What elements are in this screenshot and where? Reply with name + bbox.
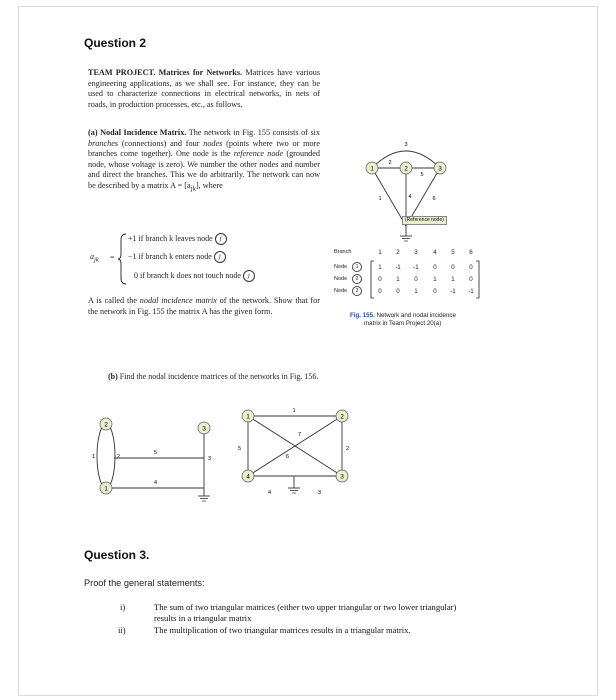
matrix-row-node-icon: 3 bbox=[352, 286, 362, 296]
definition-case-1: +1 if branch k leaves node j bbox=[128, 233, 227, 245]
matrix-cell: 1 bbox=[414, 287, 418, 295]
fig155-node-1-label: 1 bbox=[370, 165, 374, 173]
definition-lhs: $a_{jk}$ bbox=[90, 252, 99, 264]
fig155-branch-label-3: 3 bbox=[404, 142, 408, 148]
question-2-title: Question 2 bbox=[84, 36, 147, 50]
part-a-matrix-close: ], where bbox=[195, 180, 223, 190]
fig155-branch-label-6: 6 bbox=[432, 196, 436, 202]
matrix-cell: 0 bbox=[414, 275, 418, 283]
fig156-right-branch-label-1: 1 bbox=[292, 408, 296, 414]
fig156-right-branch-label-6: 6 bbox=[286, 454, 290, 460]
matrix-col-header: 1 bbox=[378, 249, 382, 256]
fig156-left-node-1-label: 1 bbox=[104, 485, 108, 493]
fig155-network-diagram bbox=[360, 140, 460, 246]
fig156-left-branch-label-4: 4 bbox=[154, 480, 158, 486]
matrix-cell: 0 bbox=[433, 287, 437, 295]
intro-text: Matrices have various engineering applications, as we shall see. For instance, they can be used to characterize connections in electrical networks, in nets of roads, in production processes, etc., as follows. bbox=[88, 68, 321, 109]
incidence-definition bbox=[88, 232, 328, 286]
fig155-node-2-label: 2 bbox=[404, 165, 408, 173]
fig156-right-branch-label-3: 3 bbox=[318, 490, 322, 496]
matrix-row-node-icon: 2 bbox=[352, 274, 362, 284]
fig155-caption: Fig. 155. Network and nodal incidence matrix in Team Project 20(a) bbox=[350, 312, 456, 327]
statement-number: ii) bbox=[118, 625, 126, 635]
fig156-left-branch-label-1: 1 bbox=[92, 454, 96, 460]
part-a-text-4: (grounded node, whose voltage is zero). We number the other nodes and number and direct the branches. This we do arbitrarily. The network can now be described by a matrix bbox=[88, 149, 320, 190]
part-a-text-2: (connections) and four bbox=[121, 138, 200, 148]
matrix-cell: 1 bbox=[396, 275, 400, 283]
fig156-left-node-2-label: 2 bbox=[104, 421, 108, 429]
fig156-right-node-3-label: 3 bbox=[340, 473, 344, 481]
fig155-node-3-label: 3 bbox=[438, 165, 442, 173]
part-a-ref-node-word: reference node bbox=[233, 149, 284, 159]
reference-node-label: (Reference node) bbox=[402, 216, 447, 225]
fig156-right-branch-label-5: 5 bbox=[238, 446, 242, 452]
part-a-label: (a) Nodal Incidence Matrix. bbox=[88, 128, 187, 137]
fig156-right-node-1-label: 1 bbox=[246, 413, 250, 421]
part-b-paragraph bbox=[108, 372, 348, 382]
matrix-row bbox=[334, 286, 494, 296]
curly-brace bbox=[118, 232, 128, 286]
part-a-text-3: (points where two or more branches come together). One node is the bbox=[88, 138, 320, 159]
fig156-left-branch-label-3: 3 bbox=[208, 456, 212, 462]
matrix-cell: 0 bbox=[451, 263, 455, 271]
matrix-cell: 0 bbox=[433, 263, 437, 271]
nodal-matrix-term: nodal incidence matrix bbox=[139, 296, 217, 305]
fig156-left-branch-label-5: 5 bbox=[154, 450, 158, 456]
definition-equals: = bbox=[110, 253, 115, 262]
matrix-cell: 0 bbox=[396, 287, 400, 295]
question-3-title: Question 3. bbox=[84, 548, 150, 562]
matrix-col-header: 4 bbox=[433, 249, 437, 256]
intro-heading: TEAM PROJECT. Matrices for Networks. bbox=[88, 68, 243, 77]
fig156-right-node-4-label: 4 bbox=[246, 473, 250, 481]
fig156-left-network bbox=[84, 408, 224, 508]
matrix-cell: 1 bbox=[378, 263, 382, 271]
fig155-branch-label-4: 4 bbox=[408, 194, 412, 200]
statement-number: i) bbox=[120, 602, 126, 612]
part-a-branches-word: branches bbox=[88, 138, 119, 148]
question-3-prompt: Proof the general statements: bbox=[84, 578, 205, 588]
matrix-row-label: Node bbox=[334, 264, 348, 270]
matrix-cell: 1 bbox=[451, 275, 455, 283]
fig156-right-branch-label-7: 7 bbox=[298, 432, 302, 438]
fig156-left-branch-label-2: 2 bbox=[117, 454, 121, 460]
matrix-cell: 1 bbox=[433, 275, 437, 283]
part-b-text: Find the nodal incidence matrices of the networks in Fig. 156. bbox=[119, 372, 319, 381]
fig156-left-loop bbox=[97, 421, 115, 488]
definition-case-2: −1 if branch k enters node j bbox=[128, 251, 226, 263]
fig155-branch-left bbox=[370, 165, 408, 226]
matrix-col-header: 3 bbox=[414, 249, 418, 256]
matrix-cell: -1 bbox=[468, 287, 474, 295]
matrix-branch-header: Branch bbox=[334, 249, 352, 255]
matrix-cell: -1 bbox=[395, 263, 401, 271]
matrix-cell: 0 bbox=[469, 263, 473, 271]
node-j-icon: j bbox=[214, 251, 226, 263]
matrix-cell: 0 bbox=[378, 275, 382, 283]
matrix-cell: 0 bbox=[469, 275, 473, 283]
fig155-branch-label-5: 5 bbox=[420, 172, 424, 178]
matrix-row-node-icon: 1 bbox=[352, 262, 362, 272]
fig156-left-node-3-label: 3 bbox=[202, 425, 206, 433]
matrix-cell: 0 bbox=[378, 287, 382, 295]
part-a-text-1: The network in Fig. 155 consists of six bbox=[188, 128, 321, 137]
fig156-right-branch-label-4: 4 bbox=[268, 490, 272, 496]
intro-paragraph bbox=[88, 68, 320, 110]
matrix-row-label: Node bbox=[334, 276, 348, 282]
after-definition-paragraph: A is called the nodal incidence matrix of the network. Show that for the network in Fig. 155 the matrix A has the given form. bbox=[88, 296, 320, 316]
part-a-nodes-word: nodes bbox=[203, 138, 223, 148]
definition-case-3: 0 if branch k does not touch node j bbox=[134, 270, 255, 282]
fig155-branch-label-2: 2 bbox=[388, 160, 392, 166]
fig155-matrix-table bbox=[334, 246, 494, 306]
node-j-icon: j bbox=[243, 270, 255, 282]
part-a-matrix-expr: A = [a bbox=[170, 180, 191, 190]
matrix-row-label: Node bbox=[334, 288, 348, 294]
fig156-right-branch-label-2: 2 bbox=[346, 446, 350, 452]
matrix-row bbox=[334, 274, 494, 284]
matrix-col-header: 6 bbox=[469, 249, 473, 256]
node-j-icon: j bbox=[215, 233, 227, 245]
matrix-col-header: 5 bbox=[451, 249, 455, 256]
matrix-cell: -1 bbox=[450, 287, 456, 295]
fig156-right-network bbox=[234, 406, 354, 516]
statement-text: The sum of two triangular matrices (either two upper triangular or two lower triangular) results in a triangular matrix bbox=[154, 602, 457, 623]
matrix-col-header: 2 bbox=[396, 249, 400, 256]
statement-text: The multiplication of two triangular matrices results in a triangular matrix. bbox=[154, 625, 411, 635]
matrix-cell: -1 bbox=[413, 263, 419, 271]
matrix-row bbox=[334, 262, 494, 272]
fig156-right-node-2-label: 2 bbox=[340, 413, 344, 421]
part-a-paragraph bbox=[88, 128, 320, 195]
fig155-branch-label-1: 1 bbox=[378, 196, 382, 202]
part-b-label: (b) bbox=[108, 372, 118, 381]
part-a-matrix-sub: jk bbox=[190, 185, 196, 193]
